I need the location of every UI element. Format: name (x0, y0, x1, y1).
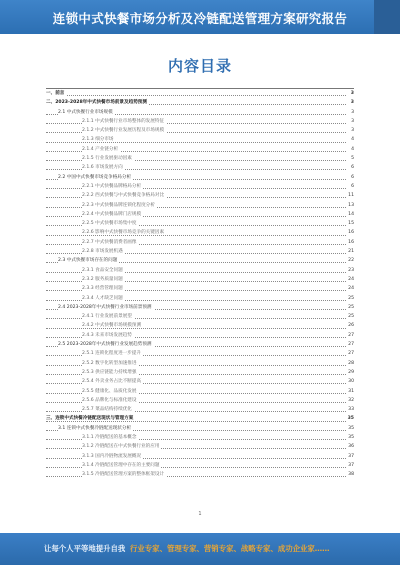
dot-leader (46, 95, 346, 96)
toc-entry-title: 2.5 2023-2028年中式快餐行业发展趋势预测 (58, 342, 152, 348)
toc-entry[interactable] (46, 173, 354, 182)
toc-entry-page: 6 (349, 182, 354, 191)
toc-entry-title: 3.1.1 冷链配送的基本概念 (82, 434, 137, 440)
toc-entry-title: 2.2.4 中式快餐品牌门店规模 (82, 211, 142, 217)
toc-entry-page: 3 (349, 98, 354, 107)
toc-entry[interactable] (46, 275, 354, 284)
toc-entry-title: 3.1.5 冷链配送管理方案的整体框架设计 (82, 472, 165, 478)
toc-entry-page: 35 (346, 424, 354, 433)
toc-entry-title: 2.2.3 中式快餐品牌连锁化程度分析 (82, 202, 155, 208)
toc-entry-title: 2.4.1 行业发展前景展望 (82, 314, 132, 320)
toc-entry-page: 33 (346, 405, 354, 414)
toc-entry-page: 31 (346, 387, 354, 396)
toc-entry[interactable] (46, 331, 354, 340)
toc-entry-title: 2.3 中式快餐市场存在的问题 (58, 258, 118, 264)
toc-entry[interactable] (46, 349, 354, 358)
toc-entry-title: 2.5.7 菜品结构持续优化 (82, 407, 132, 413)
toc-entry-page: 37 (346, 452, 354, 461)
toc-entry-page: 30 (346, 377, 354, 386)
toc-entry[interactable] (46, 377, 354, 386)
toc-entry-page: 4 (349, 135, 354, 144)
toc-entry-title: 3.1.2 冷链配送在中式快餐行业的应用 (82, 444, 160, 450)
toc-entry[interactable] (46, 359, 354, 368)
toc-entry-title: 2.2 中国中式快餐市场竞争格局分析 (58, 174, 132, 180)
toc-entry[interactable] (46, 321, 354, 330)
toc-entry[interactable] (46, 219, 354, 228)
toc-entry-title: 2.1.5 行业发展驱动因素 (82, 156, 132, 162)
toc-entry[interactable] (46, 98, 354, 107)
toc-entry-page: 36 (346, 442, 354, 451)
bottom-banner (0, 533, 400, 565)
toc-entry[interactable] (46, 387, 354, 396)
toc-entry-title: 三、连锁中式快餐冷链配送现状与管理方案 (46, 416, 134, 422)
toc-entry[interactable] (46, 88, 354, 98)
page-number: 1 (198, 511, 202, 517)
toc-entry-title: 一、前言 (46, 91, 65, 96)
toc-entry[interactable] (46, 368, 354, 377)
toc-entry[interactable] (46, 126, 354, 135)
toc-entry[interactable] (46, 266, 354, 275)
toc-entry-title: 2.5.2 数字化转型加速推进 (82, 360, 137, 366)
toc-entry-title: 2.3.4 人才缺乏问题 (82, 295, 123, 301)
toc-entry[interactable] (46, 433, 354, 442)
toc-entry-page: 3 (349, 89, 354, 98)
toc-entry-page: 35 (346, 433, 354, 442)
toc-entry-title: 2.2.2 西式快餐与中式快餐竞争格局对比 (82, 193, 165, 199)
toc-entry-page: 24 (346, 284, 354, 293)
toc-entry-page: 15 (346, 219, 354, 228)
toc-entry-title: 2.5.6 品牌化与标准化建设 (82, 397, 137, 403)
toc-entry-title: 2.2.5 中式快餐市场集中度 (82, 221, 137, 227)
toc-entry-title: 2.4.3 未来市场发展趋势 (82, 332, 132, 338)
toc-entry-page: 11 (346, 191, 354, 200)
toc-entry-page: 6 (349, 173, 354, 182)
toc-entry-title: 2.5.5 健康化、品质化发展 (82, 388, 137, 394)
toc-entry-title: 3.1.4 冷链配送管理中存在的主要问题 (82, 462, 160, 468)
toc-entry[interactable] (46, 210, 354, 219)
toc-entry-title: 2.3.2 服务质量问题 (82, 276, 123, 282)
toc-entry-page: 3 (349, 126, 354, 135)
toc-entry[interactable] (46, 340, 354, 349)
toc-entry-title: 2.1.4 产业链分析 (82, 146, 119, 152)
toc-entry-page: 4 (349, 145, 354, 154)
toc-entry-page: 16 (346, 238, 354, 247)
toc-entry-page: 27 (346, 340, 354, 349)
table-of-contents (46, 88, 354, 479)
toc-entry-title: 2.5.3 供应链能力持续增强 (82, 369, 137, 375)
report-title: 连锁中式快餐市场分析及冷链配送管理方案研究报告 (52, 11, 348, 26)
toc-entry-page: 5 (349, 154, 354, 163)
toc-entry[interactable] (46, 182, 354, 191)
toc-entry-title: 3.1 连锁中式快餐冷链配送现状分析 (58, 425, 132, 431)
top-banner (0, 0, 400, 34)
toc-entry-title: 2.1.6 市场发展方向 (82, 165, 123, 171)
toc-entry-page: 16 (346, 228, 354, 237)
toc-entry[interactable] (46, 108, 354, 117)
toc-entry-title: 2.1.1 中式快餐行业市场整体的发展特征 (82, 118, 165, 124)
toc-entry-title: 2.1.2 中式快餐行业发展历程及市场规模 (82, 128, 165, 134)
toc-entry-page: 25 (346, 303, 354, 312)
toc-entry[interactable] (46, 294, 354, 303)
toc-entry-title: 2.1 中式快餐行业市场规模 (58, 109, 113, 115)
footer-tagline-left: 让每个人平等地提升自我 (44, 544, 126, 553)
toc-entry-page: 28 (346, 359, 354, 368)
toc-entry[interactable] (46, 442, 354, 451)
toc-entry-title: 2.4.2 中式快餐市场规模预测 (82, 323, 142, 329)
toc-entry-title: 2.5.1 连锁化程度进一步提升 (82, 351, 142, 357)
toc-entry[interactable] (46, 163, 354, 172)
toc-entry-title: 二、2023-2028年中式快餐市场前景及趋势预测 (46, 100, 147, 106)
toc-entry-page: 22 (346, 256, 354, 265)
toc-entry[interactable] (46, 201, 354, 210)
toc-entry-title: 2.3.3 经营管理问题 (82, 286, 123, 292)
toc-entry[interactable] (46, 145, 354, 154)
toc-entry[interactable] (46, 135, 354, 144)
toc-entry[interactable] (46, 396, 354, 405)
toc-entry[interactable] (46, 238, 354, 247)
toc-entry-page: 29 (346, 368, 354, 377)
toc-entry-page: 3 (349, 117, 354, 126)
toc-entry-page: 6 (349, 163, 354, 172)
toc-entry-page: 3 (349, 108, 354, 117)
toc-entry[interactable] (46, 117, 354, 126)
toc-entry[interactable] (46, 452, 354, 461)
toc-entry-title: 3.1.3 国内冷链物流发展概况 (82, 453, 142, 459)
toc-entry-title: 2.2.1 中式快餐品牌格局分析 (82, 183, 142, 189)
toc-entry[interactable] (46, 228, 354, 237)
toc-entry-page: 13 (346, 201, 354, 210)
toc-entry-title: 2.3.1 食品安全问题 (82, 267, 123, 273)
toc-entry-page: 21 (346, 247, 354, 256)
toc-entry[interactable] (46, 303, 354, 312)
toc-entry[interactable] (46, 461, 354, 470)
toc-entry-page: 35 (346, 414, 354, 423)
toc-entry[interactable] (46, 470, 354, 479)
toc-entry-page: 32 (346, 396, 354, 405)
toc-entry-page: 25 (346, 294, 354, 303)
toc-entry-page: 14 (346, 210, 354, 219)
toc-entry-page: 38 (346, 470, 354, 479)
toc-entry-page: 26 (346, 321, 354, 330)
toc-entry[interactable] (46, 191, 354, 200)
toc-entry-title: 2.5.4 外卖业务占比不断提高 (82, 379, 142, 385)
toc-heading: 内容目录 (167, 57, 232, 75)
toc-entry[interactable] (46, 284, 354, 293)
toc-entry[interactable] (46, 405, 354, 414)
toc-entry[interactable] (46, 154, 354, 163)
toc-entry-title: 2.1.3 细分市场 (82, 137, 114, 143)
toc-entry-page: 27 (346, 331, 354, 340)
toc-entry-page: 37 (346, 461, 354, 470)
toc-entry[interactable] (46, 247, 354, 256)
toc-entry-page: 27 (346, 349, 354, 358)
toc-entry-page: 23 (346, 266, 354, 275)
toc-entry-page: 24 (346, 275, 354, 284)
toc-entry-title: 2.4 2023-2028年中式快餐行业市场前景预测 (58, 304, 152, 310)
toc-entry-title: 2.2.6 影响中式快餐市场竞争的关键因素 (82, 230, 165, 236)
toc-entry[interactable] (46, 256, 354, 265)
toc-entry-title: 2.2.8 市场发展机遇 (82, 249, 123, 255)
toc-entry[interactable] (46, 414, 354, 423)
toc-entry[interactable] (46, 312, 354, 321)
toc-entry[interactable] (46, 424, 354, 433)
toc-entry-page: 25 (346, 312, 354, 321)
footer-tagline-right: 行业专家、管理专家、营销专家、战略专家、成功企业家…… (130, 544, 330, 553)
toc-entry-title: 2.2.7 中式快餐消费者画像 (82, 239, 137, 245)
